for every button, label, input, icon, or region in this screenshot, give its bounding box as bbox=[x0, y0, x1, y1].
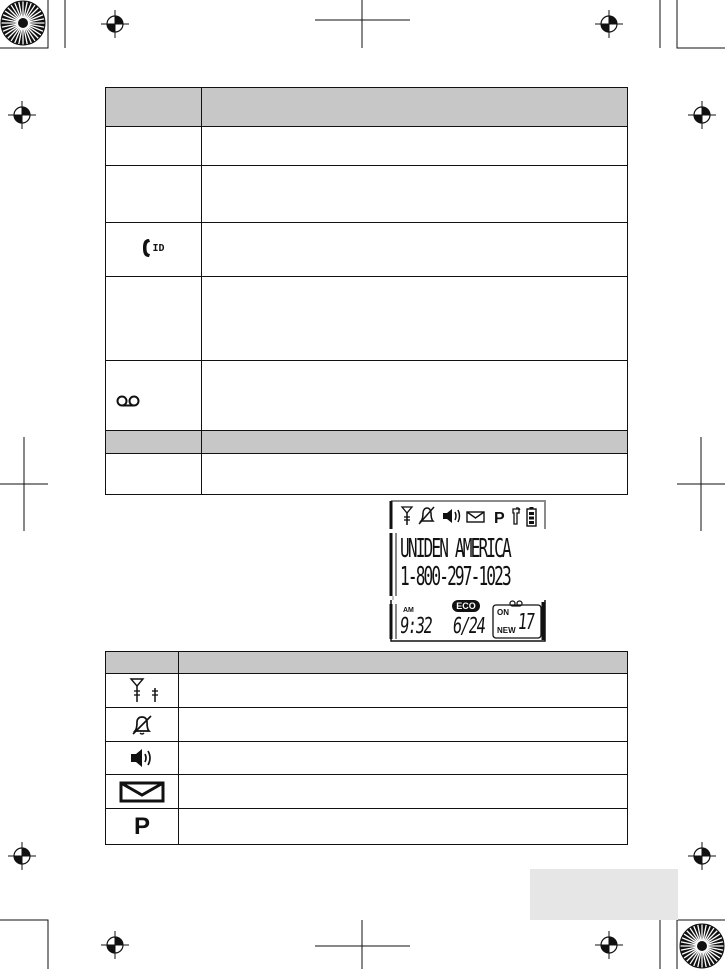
icon-cell bbox=[106, 127, 202, 166]
table-row bbox=[106, 742, 628, 775]
description-cell bbox=[179, 809, 628, 845]
time-display: 9:32 bbox=[398, 614, 433, 639]
subheader-cell bbox=[106, 431, 202, 454]
subheader-cell bbox=[202, 431, 628, 454]
battery-icon bbox=[527, 507, 536, 526]
handset-display-illustration bbox=[388, 496, 549, 643]
icon-cell bbox=[106, 166, 202, 223]
description-cell bbox=[179, 742, 628, 775]
header-cell bbox=[179, 652, 628, 674]
icon-cell bbox=[106, 775, 179, 809]
table-row bbox=[106, 809, 628, 845]
antenna-signal-icon bbox=[122, 678, 162, 704]
privacy-icon: P bbox=[494, 510, 505, 527]
icon-description-table-2 bbox=[105, 651, 628, 845]
status-icon-row bbox=[400, 505, 540, 527]
description-cell bbox=[179, 708, 628, 742]
ringer-off-icon bbox=[131, 714, 153, 736]
caller-id-icon: ID bbox=[142, 238, 164, 258]
voicemail-icon bbox=[116, 395, 140, 407]
icon-cell bbox=[106, 223, 202, 277]
new-label: NEW bbox=[497, 626, 516, 635]
description-cell bbox=[179, 674, 628, 708]
description-cell bbox=[202, 454, 628, 495]
icon-cell bbox=[106, 708, 179, 742]
description-cell bbox=[202, 223, 628, 277]
table-row bbox=[106, 454, 628, 495]
table-row bbox=[106, 223, 628, 277]
display-line-2: 1-800-297-1023 bbox=[400, 562, 510, 592]
table-row bbox=[106, 775, 628, 809]
description-cell bbox=[179, 775, 628, 809]
table-subheader-row bbox=[106, 431, 628, 454]
icon-cell bbox=[106, 454, 202, 495]
icon-cell bbox=[106, 277, 202, 361]
icon-cell bbox=[106, 674, 179, 708]
table-row bbox=[106, 708, 628, 742]
new-count-display: 17 bbox=[516, 610, 535, 635]
header-cell bbox=[106, 652, 179, 674]
antenna-icon bbox=[402, 507, 412, 525]
table-row bbox=[106, 361, 628, 431]
voicemail-indicator-icon bbox=[509, 600, 523, 607]
handset-icon bbox=[513, 508, 520, 524]
date-display: 6/24 bbox=[451, 614, 486, 639]
eco-badge: ECO bbox=[452, 600, 480, 612]
table-header-row bbox=[106, 88, 628, 127]
envelope-icon bbox=[119, 781, 165, 803]
icon-description-table-1 bbox=[105, 87, 628, 495]
icon-cell bbox=[106, 361, 202, 431]
description-cell bbox=[202, 127, 628, 166]
speaker-icon bbox=[443, 509, 460, 523]
table-row bbox=[106, 277, 628, 361]
header-cell bbox=[202, 88, 628, 127]
am-label: AM bbox=[403, 607, 414, 614]
ringer-off-icon bbox=[419, 507, 434, 524]
icon-cell bbox=[106, 809, 179, 845]
table-header-row bbox=[106, 652, 628, 674]
table-row bbox=[106, 166, 628, 223]
description-cell bbox=[202, 361, 628, 431]
privacy-p-icon: P bbox=[133, 812, 150, 840]
table-row bbox=[106, 674, 628, 708]
page-tab bbox=[530, 869, 678, 920]
description-cell bbox=[202, 166, 628, 223]
speaker-icon bbox=[130, 748, 154, 768]
envelope-icon bbox=[467, 512, 484, 522]
on-label: ON bbox=[497, 608, 509, 617]
header-cell bbox=[106, 88, 202, 127]
display-line-1: UNIDEN AMERICA bbox=[400, 534, 510, 564]
description-cell bbox=[202, 277, 628, 361]
icon-cell bbox=[106, 742, 179, 775]
table-row bbox=[106, 127, 628, 166]
